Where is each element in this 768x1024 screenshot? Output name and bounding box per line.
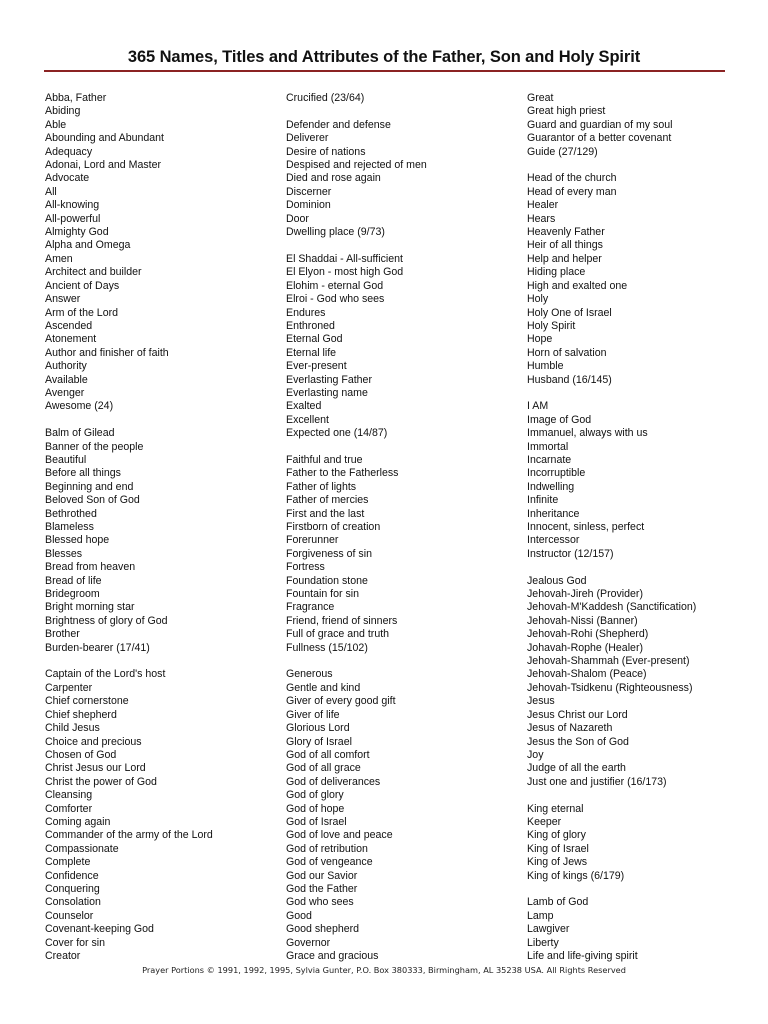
name-entry: Father of lights (286, 480, 357, 493)
name-entry: Avenger (45, 386, 85, 399)
name-entry: Great high priest (527, 105, 606, 118)
name-entry: Balm of Gilead (45, 427, 115, 440)
name-entry: Jesus Christ our Lord (527, 708, 628, 721)
name-entry: Architect and builder (45, 266, 142, 279)
name-entry: Head of the church (527, 172, 617, 185)
name-entry: Awesome (24) (45, 400, 114, 413)
name-entry: Guide (27/129) (527, 145, 598, 158)
name-entry: Judge of all the earth (527, 762, 626, 775)
name-entry: Beautiful (45, 453, 87, 466)
name-entry: King eternal (527, 802, 584, 815)
name-entry: Heir of all things (527, 239, 603, 252)
name-entry: Father to the Fatherless (286, 467, 399, 480)
name-entry: Immanuel, always with us (527, 427, 648, 440)
name-entry: Comforter (45, 802, 93, 815)
name-entry: King of glory (527, 829, 586, 842)
name-entry: Immortal (527, 440, 569, 453)
name-entry: Forgiveness of sin (286, 547, 372, 560)
name-entry: Instructor (12/157) (527, 547, 614, 560)
name-entry: God of glory (286, 789, 344, 802)
name-entry: King of Jews (527, 856, 588, 869)
name-entry: Dwelling place (9/73) (286, 226, 385, 239)
name-entry: Help and helper (527, 252, 602, 265)
section-spacer (286, 105, 518, 118)
name-entry: Fortress (286, 561, 325, 574)
name-entry: Adonai, Lord and Master (45, 159, 162, 172)
name-entry: Crucified (23/64) (286, 92, 365, 104)
name-entry: Defender and defense (286, 118, 391, 131)
name-entry: Everlasting Father (286, 373, 372, 386)
section-spacer (286, 441, 518, 454)
name-entry: Keeper (527, 815, 562, 828)
name-entry: Bright morning star (45, 601, 135, 614)
name-entry: Consolation (45, 896, 101, 909)
name-entry: Joy (527, 748, 544, 761)
name-entry: Desire of nations (286, 145, 366, 158)
name-entry: Jehovah-Jireh (Provider) (527, 588, 643, 601)
name-entry: Before all things (45, 467, 121, 480)
section-spacer (527, 883, 757, 896)
name-entry: Healer (527, 199, 559, 212)
name-entry: Expected one (14/87) (286, 427, 388, 440)
name-entry: Liberty (527, 936, 559, 949)
name-entry: Abba, Father (45, 92, 107, 104)
name-entry: Grace and gracious (286, 950, 379, 962)
name-entry: Head of every man (527, 185, 617, 198)
name-entry: God of all comfort (286, 748, 370, 761)
name-entry: Giver of every good gift (286, 695, 396, 708)
name-entry: Alpha and Omega (45, 239, 131, 252)
name-entry: God of vengeance (286, 856, 373, 869)
name-entry: God of retribution (286, 842, 368, 855)
name-entry: Husband (16/145) (527, 373, 612, 386)
name-entry: Foundation stone (286, 574, 368, 587)
name-entry: Incorruptible (527, 467, 586, 480)
name-entry: Inheritance (527, 507, 580, 520)
name-entry: Holy Spirit (527, 319, 576, 332)
name-entry: Fragrance (286, 601, 335, 614)
name-entry: Humble (527, 360, 564, 373)
name-entry: Authority (45, 360, 87, 373)
name-entry: Answer (45, 293, 81, 306)
name-entry: Blesses (45, 547, 83, 560)
name-entry: Excellent (286, 413, 329, 426)
name-entry: Gentle and kind (286, 681, 361, 694)
name-entry: Compassionate (45, 842, 119, 855)
name-entry: Fullness (15/102) (286, 641, 368, 654)
name-entry: Jehovah-M'Kaddesh (Sanctification) (527, 601, 697, 614)
name-entry: Incarnate (527, 453, 572, 466)
name-entry: All-powerful (45, 212, 101, 225)
name-entry: Brother (45, 628, 80, 641)
name-entry: Bread from heaven (45, 561, 136, 574)
name-entry: Cleansing (45, 789, 93, 802)
name-entry: Image of God (527, 413, 592, 426)
name-entry: El Shaddai - All-sufficient (286, 252, 403, 265)
name-entry: Deliverer (286, 132, 329, 145)
section-spacer (527, 789, 757, 802)
name-entry: Christ Jesus our Lord (45, 762, 146, 775)
name-entry: Governor (286, 936, 331, 949)
name-entry: Holy One of Israel (527, 306, 612, 319)
name-entry: God who sees (286, 896, 354, 909)
name-entry: Abiding (45, 105, 81, 118)
name-entry: Chief cornerstone (45, 695, 129, 708)
name-entry: God the Father (286, 882, 358, 895)
name-entry: Innocent, sinless, perfect (527, 521, 645, 533)
section-spacer (527, 561, 757, 574)
name-entry: Elroi - God who sees (286, 293, 385, 306)
name-entry: Atonement (45, 333, 97, 346)
name-entry: Guard and guardian of my soul (527, 118, 673, 131)
name-entry: Great (527, 92, 554, 104)
name-entry: Jehovah-Shalom (Peace) (527, 668, 647, 681)
name-entry: Lamb of God (527, 896, 589, 909)
name-entry: Child Jesus (45, 722, 100, 735)
name-entry: Horn of salvation (527, 346, 607, 359)
name-entry: Chief shepherd (45, 708, 117, 721)
name-entry: Friend, friend of sinners (286, 614, 398, 627)
name-entry: Everlasting name (286, 386, 368, 399)
name-entry: Ever-present (286, 360, 347, 373)
name-entry: Jesus the Son of God (527, 735, 629, 748)
name-entry: Burden-bearer (17/41) (45, 641, 150, 654)
copyright-footer: Prayer Portions © 1991, 1992, 1995, Sylvia Gunter, P.O. Box 380333, Birmingham, AL 35238 USA. All Rights Reserved (142, 965, 626, 975)
name-entry: Jesus of Nazareth (527, 722, 613, 735)
name-entry: Just one and justifier (16/173) (527, 775, 667, 788)
name-entry: Jesus (527, 695, 555, 708)
name-entry: Jealous God (527, 574, 587, 587)
section-spacer (45, 655, 275, 668)
name-entry: Jehovah-Tsidkenu (Righteousness) (527, 681, 693, 694)
name-entry: Blameless (45, 521, 94, 533)
name-entry: Adequacy (45, 145, 93, 158)
name-entry: Enthroned (286, 319, 335, 332)
name-entry: King of Israel (527, 842, 589, 855)
name-entry: Choice and precious (45, 735, 142, 748)
name-entry: Beginning and end (45, 480, 134, 493)
name-entry: Banner of the people (45, 440, 144, 453)
section-spacer (286, 655, 518, 668)
name-entry: Guarantor of a better covenant (527, 132, 672, 145)
name-entry: God our Savior (286, 869, 358, 882)
name-entry: Door (286, 212, 309, 225)
name-entry: First and the last (286, 507, 365, 520)
name-entry: Confidence (45, 869, 99, 882)
name-entry: Fountain for sin (286, 588, 360, 601)
name-entry: Brightness of glory of God (45, 614, 168, 627)
name-entry: Jehovah-Shammah (Ever-present) (527, 655, 690, 668)
section-spacer (527, 159, 757, 172)
name-entry: Forerunner (286, 534, 339, 547)
name-entry: King of kings (6/179) (527, 869, 625, 882)
name-entry: Dominion (286, 199, 331, 212)
name-entry: God of all grace (286, 762, 361, 775)
name-entry: Bread of life (45, 574, 102, 587)
name-entry: God of deliverances (286, 775, 381, 788)
name-entry: Eternal God (286, 333, 343, 346)
name-entry: Jehovah-Rohi (Shepherd) (527, 628, 649, 641)
name-entry: Holy (527, 293, 549, 306)
name-entry: Johavah-Rophe (Healer) (527, 641, 644, 654)
name-entry: High and exalted one (527, 279, 628, 292)
name-entry: Elohim - eternal God (286, 279, 384, 292)
name-entry: Hears (527, 212, 556, 225)
name-entry: Discerner (286, 185, 332, 198)
name-entry: Good (286, 909, 312, 922)
name-entry: Covenant-keeping God (45, 923, 154, 936)
name-entry: Christ the power of God (45, 775, 157, 788)
name-entry: Amen (45, 252, 73, 265)
name-entry: Glory of Israel (286, 735, 352, 748)
name-entry: God of hope (286, 802, 345, 815)
names-column-1 (45, 92, 275, 963)
name-entry: God of love and peace (286, 829, 393, 842)
name-entry: Captain of the Lord's host (45, 668, 166, 681)
name-entry: Despised and rejected of men (286, 159, 427, 172)
name-entry: Complete (45, 856, 91, 869)
section-spacer (286, 239, 518, 252)
name-entry: Firstborn of creation (286, 521, 381, 533)
name-entry: Hiding place (527, 266, 586, 279)
name-entry: Father of mercies (286, 494, 369, 507)
name-entry: Lamp (527, 909, 554, 922)
name-entry: Hope (527, 333, 553, 346)
name-entry: Beloved Son of God (45, 494, 140, 507)
name-entry: Bridegroom (45, 588, 100, 601)
section-spacer (527, 387, 757, 400)
name-entry: Arm of the Lord (45, 306, 119, 319)
name-entry: Faithful and true (286, 453, 363, 466)
name-entry: Creator (45, 950, 81, 962)
page-title: 365 Names, Titles and Attributes of the Father, Son and Holy Spirit (127, 48, 641, 66)
name-entry: Glorious Lord (286, 722, 350, 735)
name-entry: Good shepherd (286, 923, 360, 936)
name-entry: Carpenter (45, 681, 93, 694)
names-column-3 (527, 92, 757, 963)
name-entry: Endures (286, 306, 326, 319)
name-entry: Indwelling (527, 480, 575, 493)
name-entry: Generous (286, 668, 333, 681)
name-entry: Advocate (45, 172, 90, 185)
name-entry: Available (45, 373, 88, 386)
name-entry: Almighty God (45, 226, 109, 239)
name-entry: Exalted (286, 400, 322, 413)
name-entry: El Elyon - most high God (286, 266, 404, 279)
name-entry: Counselor (45, 909, 94, 922)
title-divider (44, 70, 725, 72)
name-entry: Full of grace and truth (286, 628, 390, 641)
name-entry: Bethrothed (45, 507, 97, 520)
name-entry: Intercessor (527, 534, 580, 547)
name-entry: God of Israel (286, 815, 347, 828)
name-entry: Jehovah-Nissi (Banner) (527, 614, 638, 627)
name-entry: Life and life-giving spirit (527, 950, 638, 962)
name-entry: All-knowing (45, 199, 100, 212)
name-entry: Author and finisher of faith (45, 346, 169, 359)
section-spacer (45, 414, 275, 427)
name-entry: Conquering (45, 882, 100, 895)
name-entry: Blessed hope (45, 534, 110, 547)
name-entry: All (45, 185, 57, 198)
name-entry: Commander of the army of the Lord (45, 829, 213, 842)
name-entry: Able (45, 118, 67, 131)
name-entry: Died and rose again (286, 172, 381, 185)
name-entry: Ascended (45, 319, 93, 332)
name-entry: Giver of life (286, 708, 340, 721)
name-entry: Heavenly Father (527, 226, 605, 239)
name-entry: Lawgiver (527, 923, 570, 936)
name-entry: Cover for sin (45, 936, 106, 949)
name-entry: I AM (527, 400, 549, 413)
name-entry: Abounding and Abundant (45, 132, 164, 145)
name-entry: Coming again (45, 815, 111, 828)
name-entry: Eternal life (286, 346, 337, 359)
name-entry: Ancient of Days (45, 279, 120, 292)
name-entry: Chosen of God (45, 748, 117, 761)
names-column-2 (286, 92, 518, 963)
name-entry: Infinite (527, 494, 559, 507)
